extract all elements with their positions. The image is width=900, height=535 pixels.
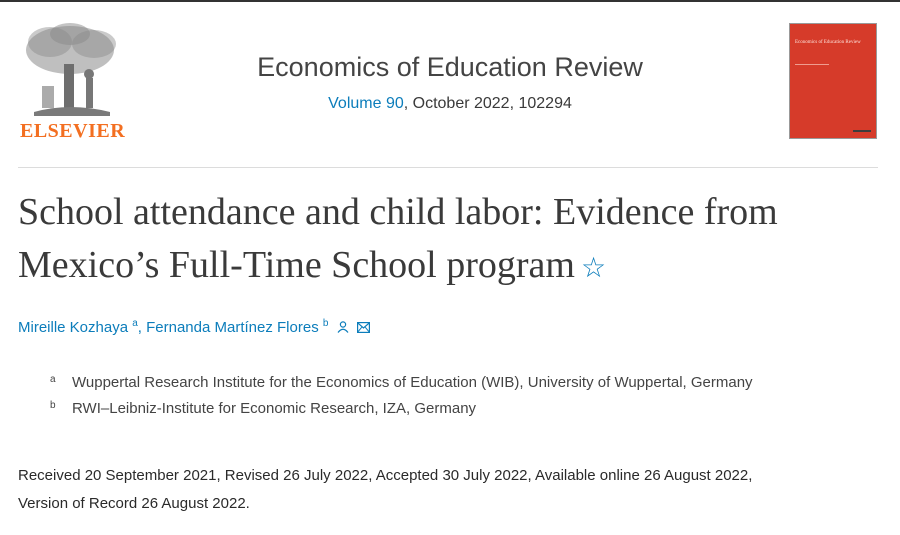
elsevier-wordmark: ELSEVIER <box>20 120 126 142</box>
author-affil-marker[interactable]: a <box>132 318 138 329</box>
star-icon[interactable]: ☆ <box>580 253 607 284</box>
issue-info: , October 2022, 102294 <box>403 95 572 112</box>
affiliation-label: b <box>50 400 56 411</box>
author-link[interactable]: Mireille Kozhaya <box>18 319 129 336</box>
journal-volume-info <box>170 95 730 113</box>
volume-link[interactable]: Volume 90 <box>328 95 404 112</box>
cover-rule <box>795 64 829 65</box>
author-separator: , <box>137 319 147 336</box>
affiliation-text: Wuppertal Research Institute for the Economics of Education (WIB), University of Wuppertal, Germany <box>72 374 753 391</box>
journal-header <box>170 52 730 113</box>
affiliation-item <box>50 374 753 391</box>
article-title-text: School attendance and child labor: Evidence from Mexico’s Full-Time School program <box>18 191 778 286</box>
author-link[interactable]: Fernanda Martínez Flores <box>146 319 319 336</box>
author-affil-marker[interactable]: b <box>322 318 329 329</box>
affiliation-list <box>50 374 753 426</box>
header-divider <box>18 167 878 168</box>
journal-title[interactable]: Economics of Education Review <box>257 52 643 82</box>
article-history <box>18 462 878 518</box>
person-icon[interactable] <box>337 321 349 333</box>
history-dates: Received 20 September 2021, Revised 26 July 2022, Accepted 30 July 2022, Available online 26 August 2022, <box>18 467 753 484</box>
cover-title: Economics of Education Review <box>795 40 861 45</box>
elsevier-tree-logo <box>14 20 126 120</box>
version-of-record: Version of Record 26 August 2022. <box>18 495 250 512</box>
affiliation-text: RWI–Leibniz-Institute for Economic Research, IZA, Germany <box>72 400 477 417</box>
cover-publisher-mark <box>853 130 871 132</box>
author-list <box>18 318 370 336</box>
article-title <box>18 186 878 295</box>
affiliation-item <box>50 400 753 417</box>
envelope-icon[interactable] <box>357 322 370 333</box>
journal-cover-thumbnail[interactable] <box>790 24 876 138</box>
affiliation-label: a <box>50 374 56 385</box>
